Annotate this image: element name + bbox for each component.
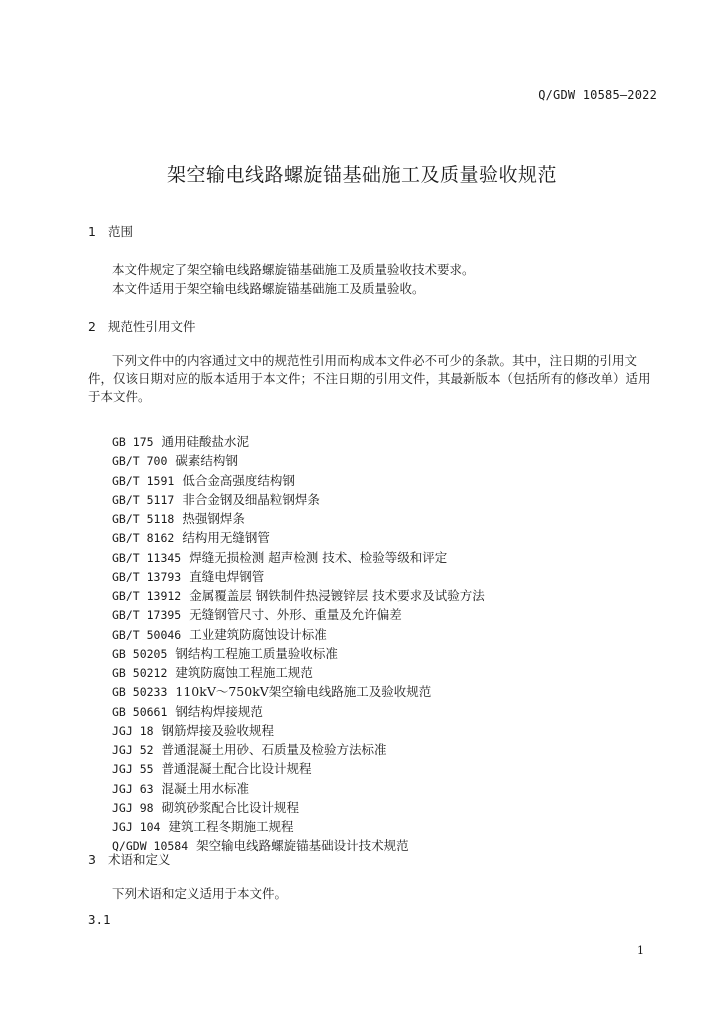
reference-item [112, 586, 485, 605]
page-number: 1 [637, 944, 644, 957]
reference-code: JGJ 18 [112, 723, 154, 738]
reference-title: 热强钢焊条 [182, 511, 245, 526]
reference-code: GB 50212 [112, 666, 168, 680]
reference-code: GB/T 8162 [112, 531, 175, 546]
reference-code: JGJ 55 [112, 762, 154, 777]
reference-title: 混凝土用水标准 [161, 780, 250, 796]
reference-code: GB 175 [112, 435, 154, 449]
document-code: Q/GDW 10585—2022 [538, 88, 657, 102]
reference-title: 架空输电线路螺旋锚基础设计技术规范 [196, 838, 409, 854]
reference-title: 钢结构焊接规范 [175, 703, 263, 719]
terms-intro: 下列术语和定义适用于本文件。 [112, 886, 288, 901]
reference-item [112, 567, 485, 586]
reference-item [112, 548, 485, 567]
reference-title: 通用硅酸盐水泥 [161, 434, 250, 449]
reference-code: GB 50661 [112, 704, 168, 719]
reference-item [112, 625, 485, 644]
section-title: 范围 [108, 224, 134, 239]
reference-item [112, 759, 485, 778]
reference-item [112, 605, 485, 624]
document-title: 架空输电线路螺旋锚基础施工及质量验收规范 [166, 164, 557, 186]
reference-code: GB/T 11345 [112, 550, 182, 565]
section-heading-terms [88, 850, 171, 868]
reference-item [112, 740, 485, 759]
section-number: 1 [88, 224, 96, 239]
scope-line-2: 本文件适用于架空输电线路螺旋锚基础施工及质量验收。 [112, 281, 425, 296]
reference-item [112, 471, 485, 490]
reference-item [112, 702, 485, 721]
section-title: 术语和定义 [108, 852, 171, 867]
reference-item [112, 509, 485, 528]
section-heading-scope [88, 222, 133, 240]
reference-title: 焊缝无损检测 超声检测 技术、检验等级和评定 [189, 549, 448, 565]
scope-line-1: 本文件规定了架空输电线路螺旋锚基础施工及质量验收技术要求。 [112, 262, 475, 277]
reference-title: 钢结构工程施工质量验收标准 [175, 645, 338, 661]
reference-code: GB/T 700 [112, 454, 168, 469]
reference-title: 金属覆盖层 钢铁制件热浸镀锌层 技术要求及试验方法 [189, 588, 485, 603]
reference-code: GB 50205 [112, 646, 168, 661]
reference-code: GB/T 13912 [112, 589, 182, 603]
reference-item [112, 432, 485, 451]
reference-item [112, 490, 485, 509]
reference-title: 非合金钢及细晶粒钢焊条 [182, 491, 320, 507]
reference-title: 钢筋焊接及验收规程 [161, 722, 275, 738]
reference-item [112, 451, 485, 470]
reference-title: 无缝钢管尺寸、外形、重量及允许偏差 [189, 607, 402, 623]
reference-item [112, 798, 485, 817]
reference-title: 工业建筑防腐蚀设计标准 [189, 626, 327, 642]
reference-title: 普通混凝土用砂、石质量及检验方法标准 [161, 742, 387, 757]
reference-title: 砌筑砂浆配合比设计规程 [161, 799, 300, 815]
reference-code: Q/GDW 10584 [112, 839, 189, 854]
reference-title: 110kV～750kV架空输电线路施工及验收规范 [175, 684, 432, 700]
reference-title: 建筑工程冬期施工规程 [168, 819, 294, 834]
reference-code: GB/T 5117 [112, 492, 175, 507]
section-heading-normative [88, 317, 196, 335]
reference-item [112, 663, 485, 682]
reference-code: JGJ 63 [112, 781, 154, 796]
reference-title: 结构用无缝钢管 [182, 530, 270, 546]
reference-code: GB/T 50046 [112, 627, 182, 642]
reference-code: GB/T 5118 [112, 512, 175, 526]
reference-code: JGJ 98 [112, 800, 154, 815]
reference-item [112, 682, 485, 701]
reference-code: GB/T 1591 [112, 473, 175, 488]
reference-code: GB 50233 [112, 685, 168, 700]
section-number: 3 [88, 852, 96, 867]
reference-item [112, 721, 485, 740]
reference-code: JGJ 52 [112, 743, 154, 757]
section-title: 规范性引用文件 [108, 319, 196, 334]
reference-item [112, 779, 485, 798]
reference-item [112, 644, 485, 663]
reference-item [112, 528, 485, 547]
subsection-number: 3.1 [88, 912, 111, 927]
normative-intro: 下列文件中的内容通过文中的规范性引用而构成本文件必不可少的条款。其中，注日期的引用文件，仅该日期对应的版本适用于本文件；不注日期的引用文件，其最新版本（包括所有的修改单）适用于本文件。 [88, 353, 651, 404]
reference-code: JGJ 104 [112, 820, 161, 834]
reference-title: 低合金高强度结构钢 [182, 472, 295, 488]
reference-code: GB/T 17395 [112, 608, 182, 623]
reference-list [112, 432, 485, 856]
reference-item [112, 817, 485, 836]
section-number: 2 [88, 319, 96, 334]
reference-title: 建筑防腐蚀工程施工规范 [175, 665, 313, 680]
reference-title: 普通混凝土配合比设计规程 [161, 761, 312, 777]
reference-title: 碳素结构钢 [175, 453, 238, 469]
reference-title: 直缝电焊钢管 [189, 568, 265, 584]
reference-code: GB/T 13793 [112, 569, 182, 584]
